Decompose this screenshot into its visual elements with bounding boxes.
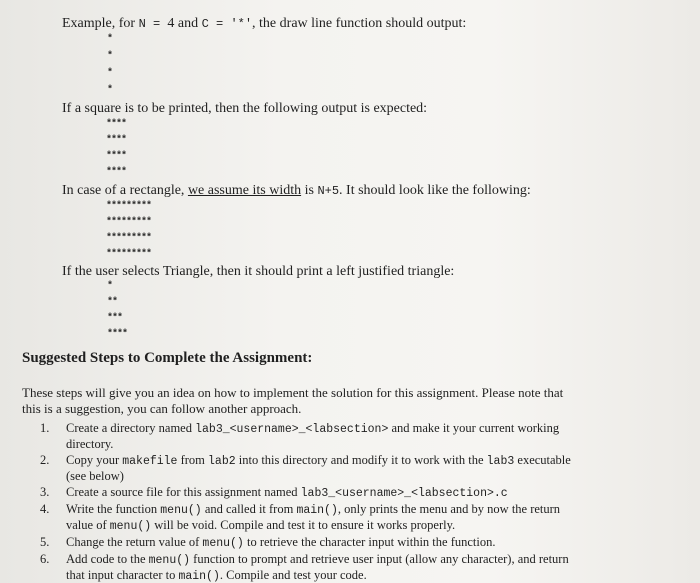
- triangle-sentence: If the user selects Triangle, then it should print a left justified triangle:: [62, 264, 455, 279]
- step-code: main(): [178, 570, 220, 583]
- example-suffix: , the draw line function should output:: [252, 16, 467, 31]
- step-code: lab3: [486, 455, 515, 468]
- equals-sign: =: [145, 17, 168, 31]
- step-text: Add code to the: [66, 552, 149, 566]
- step-text: into this directory and modify it to work with the: [235, 453, 487, 467]
- rectangle-output-row: *********: [106, 217, 152, 228]
- rectangle-output-row: *********: [106, 201, 152, 212]
- and-word: and: [174, 16, 202, 31]
- step-code: makefile: [122, 455, 178, 468]
- triangle-output-row: **: [107, 297, 118, 308]
- step-code: main(): [296, 504, 338, 517]
- step-item: [40, 535, 580, 551]
- steps-list: [40, 421, 580, 583]
- rectangle-underlined: we assume its width: [187, 183, 302, 198]
- step-number: 6.: [40, 552, 50, 566]
- step-code: lab3_<username>_<labsection>.c: [300, 487, 508, 500]
- line-output-row: *: [107, 85, 113, 96]
- square-output-row: ****: [106, 151, 127, 162]
- step-code: lab3_<username>_<labsection>: [195, 423, 389, 436]
- step-text: to retrieve the character input within the function.: [243, 535, 496, 549]
- triangle-output-row: *: [107, 281, 113, 292]
- step-text: and called it from: [201, 502, 297, 516]
- rectangle-output-row: *********: [106, 233, 152, 244]
- step-number: 2.: [40, 453, 50, 467]
- step-number: 3.: [40, 485, 50, 499]
- c-value: '*': [230, 17, 253, 31]
- step-code: menu(): [109, 520, 152, 533]
- step-item: [40, 485, 580, 501]
- step-item: [40, 453, 580, 484]
- step-text: Copy your: [66, 453, 123, 467]
- rectangle-prefix: In case of a rectangle,: [62, 183, 188, 198]
- step-text: Create a directory named: [66, 421, 196, 435]
- step-code: menu(): [160, 504, 202, 517]
- step-text: , only prints the menu and by now the return value of: [66, 502, 561, 532]
- example-prefix: Example, for: [62, 16, 139, 31]
- rectangle-formula: N+5: [317, 184, 340, 198]
- step-text: will be void. Compile and test it to ensure it works properly.: [151, 518, 456, 532]
- step-item: [40, 552, 580, 583]
- rectangle-is: is: [301, 183, 318, 198]
- step-item: [40, 502, 580, 534]
- triangle-output-row: ***: [107, 313, 123, 324]
- c-variable: C: [201, 17, 209, 31]
- step-item: [40, 421, 580, 452]
- square-output-row: ****: [106, 119, 127, 130]
- step-text: and make it your current working directory.: [66, 421, 560, 451]
- rectangle-output-row: *********: [106, 249, 152, 260]
- step-text: Write the function: [66, 502, 161, 516]
- n-value: 4: [167, 16, 175, 31]
- step-code: menu(): [148, 554, 191, 567]
- equals-sign: =: [208, 17, 231, 31]
- rectangle-suffix: . It should look like the following:: [339, 183, 531, 198]
- step-text: function to prompt and retrieve user input (allow any character), and return that input character to: [66, 552, 569, 582]
- n-variable: N: [138, 17, 146, 31]
- step-number: 1.: [40, 421, 50, 435]
- line-output-row: *: [107, 34, 113, 45]
- square-sentence: If a square is to be printed, then the following output is expected:: [62, 101, 428, 116]
- step-number: 5.: [40, 535, 50, 549]
- step-text: from: [177, 453, 209, 467]
- step-number: 4.: [40, 502, 50, 516]
- step-text: Change the return value of: [66, 535, 203, 549]
- step-text: executable (see below): [66, 453, 571, 483]
- square-output-row: ****: [106, 135, 127, 146]
- step-text: . Compile and test your code.: [219, 568, 367, 582]
- step-code: lab2: [208, 455, 236, 468]
- step-code: menu(): [202, 537, 244, 550]
- square-output-row: ****: [106, 167, 127, 178]
- rectangle-sentence: [62, 183, 531, 199]
- steps-intro: These steps will give you an idea on how to implement the solution for this assignment. Please note that this is a suggestion, you can follow another approach.: [22, 385, 564, 416]
- step-text: Create a source file for this assignment named: [66, 485, 301, 499]
- line-output-row: *: [107, 68, 113, 79]
- steps-heading: Suggested Steps to Complete the Assignment:: [22, 350, 313, 366]
- line-output-row: *: [107, 51, 113, 62]
- triangle-output-row: ****: [107, 329, 128, 340]
- example-sentence: [62, 16, 466, 32]
